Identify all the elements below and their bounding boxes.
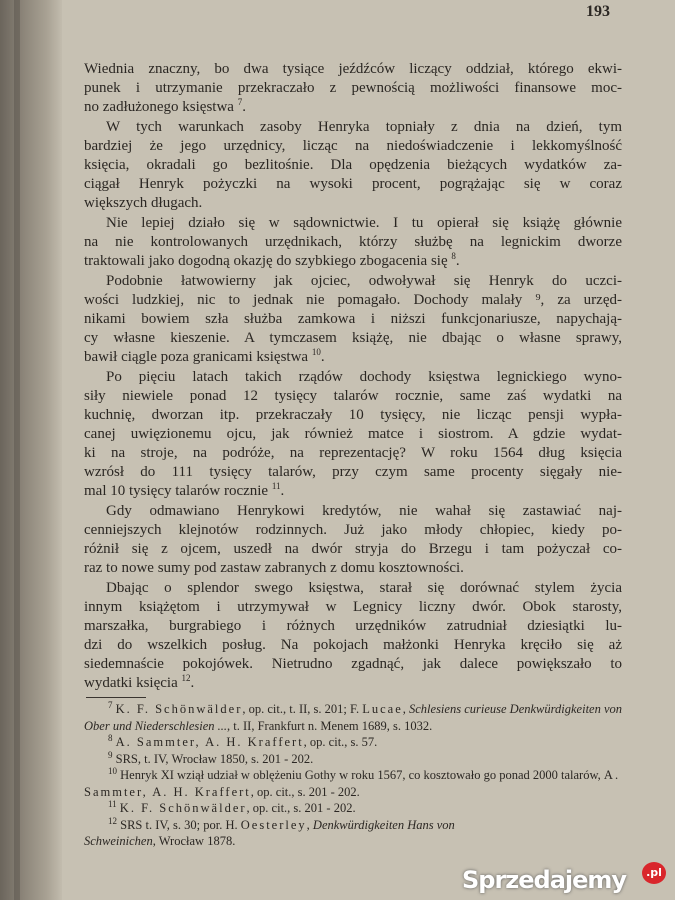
body-line <box>84 348 622 367</box>
line-text: Gdy odmawiano Henrykowi kredytów, nie wahał się zastawiać naj- <box>106 503 622 519</box>
body-line <box>84 310 622 329</box>
page-number: 193 <box>586 3 610 20</box>
footnote-ref: 12 <box>181 673 191 683</box>
body-line <box>84 579 622 598</box>
body-line <box>84 502 622 521</box>
footnote-12: $^{12}$ SRS t. IV, s. 30; por. H. Oesterley, Denkwürdigkeiten Hans von Schweinichen, Wrocław 1878. <box>84 815 455 848</box>
line-text: kuchnię, dworzan itp. przekraczały 10 tysięcy, nie licząc pensji wypła- <box>84 407 622 423</box>
footnote-8: $^8$ A. Sammter, A. H. Kraffert, op. cit., s. 57. <box>108 732 378 749</box>
line-text: no zadłużonego księstwa <box>84 99 234 115</box>
line-text: innym książętom i utrzymywał w Legnicy liczny dwór. Obok starosty, <box>84 599 622 615</box>
line-text: bawił ciągle poza granicami księstwa <box>84 349 309 365</box>
body-line <box>84 214 622 233</box>
body-line <box>84 79 622 98</box>
line-end: . <box>455 253 460 269</box>
line-text: nikami bowiem szła służba zamkowa i niższi funkcjonariusze, napychają- <box>84 311 622 327</box>
line-text: mal 10 tysięcy talarów rocznie <box>84 483 269 499</box>
line-text: Podobnie łatwowierny jak ojciec, odwoływał się Henryk do uczci- <box>106 273 622 289</box>
line-text: Nie lepiej działo się w sądownictwie. I tu opierał się książę głównie <box>106 215 622 231</box>
line-text: różnił się z ojcem, uszedł na dwór stryja do Brzegu i tam pożyczał co- <box>84 541 622 557</box>
line-text: W tych warunkach zasoby Henryka topniały z dnia na dzień, tym <box>106 119 622 135</box>
body-line <box>84 463 622 482</box>
line-text: na nie kontrolowanych urzędnikach, którzy służbę na legnickim dworze <box>84 234 622 250</box>
body-line <box>84 406 622 425</box>
footnote-separator <box>86 697 146 698</box>
line-text: wości ludzkiej, nic to jednak nie pomagało. Dochody malały ⁹, za urzęd- <box>84 292 622 308</box>
body-line <box>84 329 622 348</box>
line-text: punek i utrzymanie przekraczało z pewnością możliwości finansowe moc- <box>84 80 622 96</box>
body-line <box>84 636 622 655</box>
body-line <box>84 655 622 674</box>
body-line <box>84 175 622 194</box>
footnote-ref: 8 <box>451 251 456 261</box>
line-end: . <box>190 675 195 691</box>
body-line <box>84 252 622 271</box>
body-text <box>84 60 622 693</box>
body-line <box>84 444 622 463</box>
line-text: Wiednia znaczny, bo dwa tysiące jeźdźców liczący oddział, którego ekwi- <box>84 61 622 77</box>
body-line <box>84 233 622 252</box>
line-text: dzi do wszelkich posług. Na pokojach małżonki Henryka kręciło się aż <box>84 637 622 653</box>
line-end: . <box>280 483 285 499</box>
footnote-ref: 10 <box>311 347 321 357</box>
body-line <box>84 425 622 444</box>
body-line <box>84 98 622 117</box>
footnote-9: $^9$ SRS, t. IV, Wrocław 1850, s. 201 - 202. <box>108 749 314 766</box>
body-line <box>84 60 622 79</box>
line-text: marszałka, burgrabiego i różnych urzędników zatrudniał dziesiątki lu- <box>84 618 622 634</box>
line-text: cy własne kieszenie. A tymczasem książę, nie dbając o własne sprawy, <box>84 330 622 346</box>
body-line <box>84 368 622 387</box>
line-text: siły niewiele ponad 12 tysięcy talarów rocznie, same zaś wydatki na <box>84 388 622 404</box>
body-line <box>84 291 622 310</box>
body-line <box>84 674 622 693</box>
line-text: traktowali jako dogodną okazję do szybkiego zbogacenia się <box>84 253 448 269</box>
line-text: Po pięciu latach takich rządów dochody księstwa legnickiego wyno- <box>106 369 622 385</box>
watermark-logo: Sprzedajemy <box>462 866 627 894</box>
body-line <box>84 272 622 291</box>
footnotes <box>84 701 624 850</box>
watermark-badge: .pl <box>642 862 666 884</box>
body-line <box>84 598 622 617</box>
body-line <box>84 482 622 501</box>
book-binding-shadow <box>0 0 62 900</box>
line-text: canej uwięzionemu ojcu, jak również matce i siostrom. A gdzie wydat- <box>84 426 622 442</box>
line-text: bardziej że jego urzędnicy, licząc na niedoświadczenie i lekkomyślność <box>84 138 622 154</box>
footnote-11: $^{11}$ K. F. Schönwälder, op. cit., s. 201 - 202. <box>108 798 356 815</box>
line-text: księcia, okradali go bezlitośnie. Dla opędzenia bieżących wydatków za- <box>84 157 622 173</box>
body-line <box>84 540 622 559</box>
line-text: siedemnaście pokojówek. Nietrudno zgadnąć, jak dalece powiększało to <box>84 656 622 672</box>
footnote-ref: 11 <box>271 481 281 491</box>
body-line <box>84 387 622 406</box>
line-text: wydatki księcia <box>84 675 178 691</box>
page-edge <box>14 0 20 900</box>
line-text: ki na stroje, na podróże, na reprezentację? W roku 1564 dług księcia <box>84 445 622 461</box>
body-line <box>84 156 622 175</box>
line-text: wzrósł do 111 tysięcy talarów, przy czym same procenty sięgały nie- <box>84 464 622 480</box>
body-line <box>84 521 622 540</box>
footnote-7: $^7$ K. F. Schönwälder, op. cit., t. II, s. 201; F. Lucae, Schlesiens curieuse Denkwürdigkeiten von Ober und Niederschlesien ..., t. II, Frankfurt n. Menem 1689, s. 1032. <box>84 699 623 733</box>
footnote-ref: 7 <box>237 97 243 107</box>
body-line <box>84 194 622 213</box>
line-text: większych długach. <box>84 195 203 211</box>
line-text: cenniejszych klejnotów rodzinnych. Już jako młody chłopiec, kiedy po- <box>84 522 622 538</box>
body-line <box>84 617 622 636</box>
line-text: ciągał Henryk pożyczki na wysoki procent, pogrążając się w coraz <box>84 176 622 192</box>
footnote-10: $^{10}$ Henryk XI wziął udział w oblężeniu Gothy w roku 1567, co kosztowało go ponad 2000 talarów, A. Sammter, A. H. Kraffert, op. cit., s. 201 - 202. <box>84 765 621 799</box>
body-line <box>84 137 622 156</box>
line-end: . <box>242 99 246 115</box>
body-line <box>84 118 622 137</box>
line-text: raz to nowe sumy pod zastaw zabranych z domu kosztowności. <box>84 560 464 576</box>
body-line <box>84 559 622 578</box>
line-text: Dbając o splendor swego księstwa, starał się dorównać stylem życia <box>106 580 622 596</box>
line-end: . <box>320 349 325 365</box>
